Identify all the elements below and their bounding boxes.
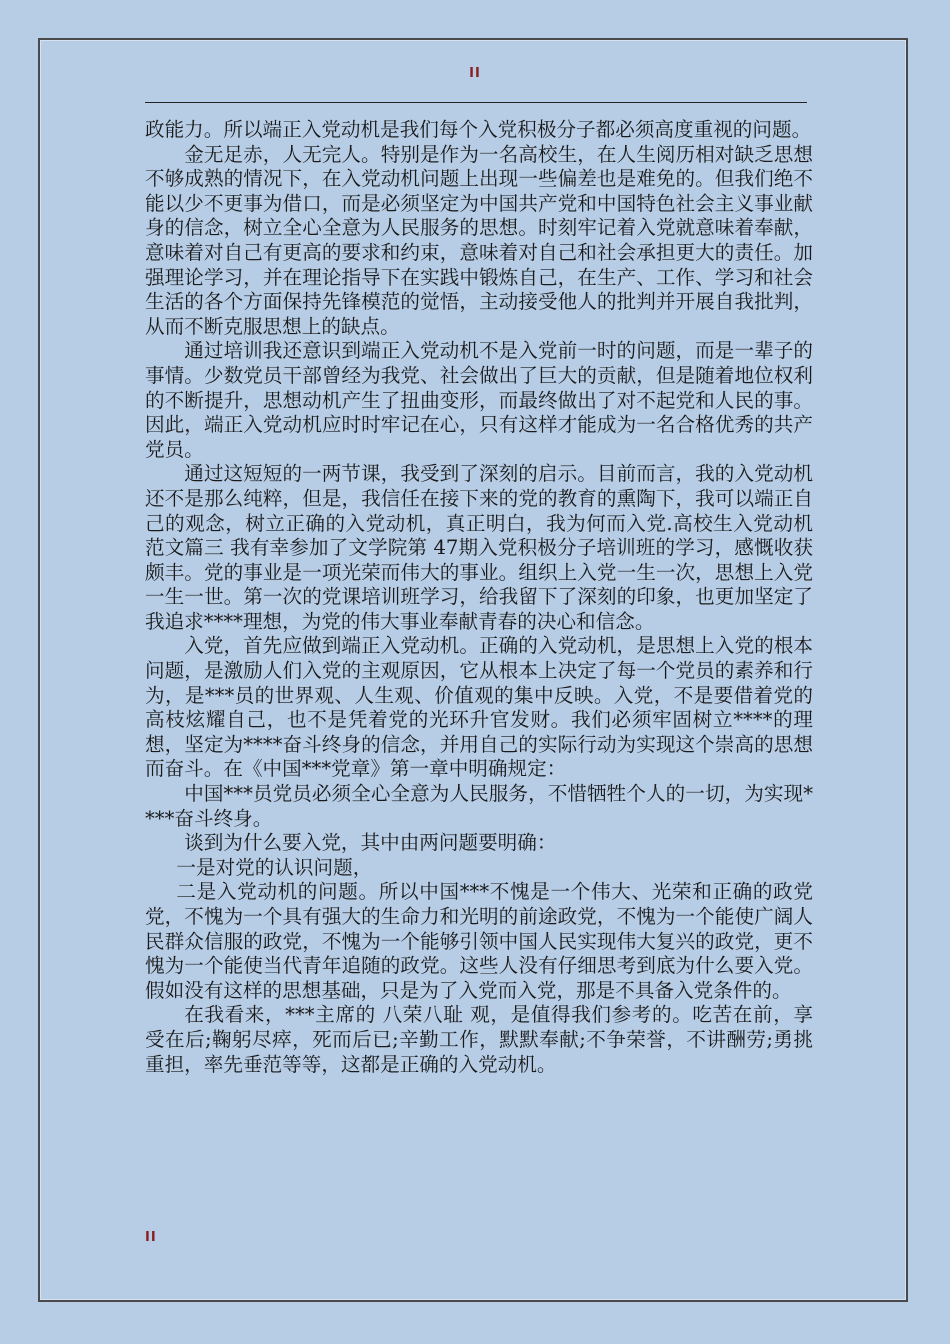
footer-mark: II xyxy=(145,1230,157,1245)
paragraph: 政能力。所以端正入党动机是我们每个入党积极分子都必须高度重视的问题。 xyxy=(145,118,812,141)
paragraph: 二是入党动机的问题。所以中国***不愧是一个伟大、光荣和正确的政党党，不愧为一个具有强大的生命力和光明的前途政党，不愧为一个能使广阔人民群众信服的政党，不愧为一个能够引领中国人民实现伟大复兴的政党，更不愧为一个能使当代青年追随的政党。这些人没有仔细思考到底为什么要入党。假如没有这样的思想基础，只是为了入党而入党，那是不具备入党条件的。 xyxy=(145,880,813,1002)
header-mark: II xyxy=(469,66,481,81)
paragraph: 金无足赤，人无完人。特别是作为一名高校生，在人生阅历相对缺乏思想不够成熟的情况下，在入党动机问题上出现一些偏差也是难免的。但我们绝不能以少不更事为借口，而是必须坚定为中国共产党和中国特色社会主义事业献身的信念，树立全心全意为人民服务的思想。时刻牢记着入党就意味着奉献，意味着对自己有更高的要求和约束，意味着对自己和社会承担更大的责任。加强理论学习，并在理论指导下在实践中锻炼自己，在生产、工作、学习和社会生活的各个方面保持先锋模范的觉悟，主动接受他人的批判并开展自我批判，从而不断克服思想上的缺点。 xyxy=(145,142,813,338)
paragraph: 通过这短短的一两节课，我受到了深刻的启示。目前而言，我的入党动机还不是那么纯粹，但是，我信任在接下来的党的教育的熏陶下，我可以端正自己的观念，树立正确的入党动机，真正明白，我为何而入党.高校生入党动机范文篇三 我有幸参加了文学院第 47期入党积极分子培训班的学习，感慨收获颇丰。党的事业是一项光荣而伟大的事业。组织上入党一生一次，思想上入党一生一世。第一次的党课培训班学习，给我留下了深刻的印象，也更加坚定了我追求****理想，为党的伟大事业奉献青春的决心和信念。 xyxy=(145,462,813,633)
document-body xyxy=(145,118,813,1077)
paragraph: 谈到为什么要入党，其中由两问题要明确： xyxy=(184,831,557,855)
paragraph: 在我看来，***主席的 八荣八耻 观，是值得我们参考的。吃苦在前，享受在后;鞠躬尽瘁，死而后已;辛勤工作，默默奉献;不争荣誉，不讲酬劳;勇挑重担，率先垂范等等，这都是正确的入党动机。 xyxy=(145,1003,813,1076)
paragraph: 通过培训我还意识到端正入党动机不是入党前一时的问题，而是一辈子的事情。少数党员干部曾经为我党、社会做出了巨大的贡献，但是随着地位权利的不断提升，思想动机产生了扭曲变形，而最终做出了对不起党和人民的事。因此，端正入党动机应时时牢记在心，只有这样才能成为一名合格优秀的共产党员。 xyxy=(145,339,813,461)
paragraph: 中国***员党员必须全心全意为人民服务，不惜牺牲个人的一切，为实现****奋斗终身。 xyxy=(145,782,813,830)
paragraph: 一是对党的认识问题， xyxy=(176,855,373,879)
paragraph: 入党，首先应做到端正入党动机。正确的入党动机，是思想上入党的根本问题，是激励人们入党的主观原因，它从根本上决定了每一个党员的素养和行为，是***员的世界观、人生观、价值观的集中反映。入党，不是要借着党的高枝炫耀自己，也不是凭着党的光环升官发财。我们必须牢固树立****的理想，坚定为****奋斗终身的信念，并用自己的实际行动为实现这个崇高的思想而奋斗。在《中国***党章》第一章中明确规定： xyxy=(145,634,813,781)
header-divider xyxy=(145,102,807,103)
